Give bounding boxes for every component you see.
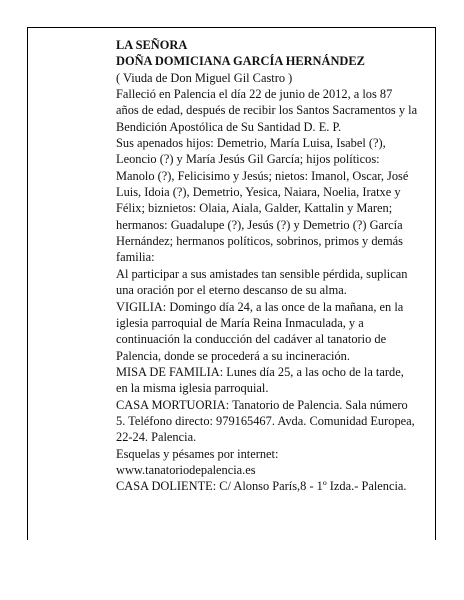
obituary-text — [116, 37, 418, 495]
notice-title: LA SEÑORA — [116, 38, 188, 52]
mass-paragraph: MISA DE FAMILIA: Lunes día 25, a las ocho de la tarde, en la misma iglesia parroquial. — [116, 364, 404, 396]
death-paragraph: Falleció en Palencia el día 22 de junio de 2012, a los 87 años de edad, después de recibir los Santos Sacramentos y la Bendición Apostólica de Su Santidad D. E. P. — [116, 87, 418, 134]
mortuary-paragraph: CASA MORTUORIA: Tanatorio de Palencia. Sala número 5. Teléfono directo: 979165467. Avda. Comunidad Europea, 22-24. Palencia. — [116, 397, 415, 445]
widow-note: ( Viuda de Don Miguel Gil Castro ) — [116, 70, 293, 85]
vigil-paragraph: VIGILIA: Domingo día 24, a las once de la mañana, en la iglesia parroquial de María Reina Inmaculada, y a continuación la conducción del cadáver al tanatorio de Palencia, donde se procederá a su incineración. — [116, 299, 404, 363]
internet-label: Esquelas y pésames por internet: — [116, 446, 279, 461]
family-paragraph: Sus apenados hijos: Demetrio, María Luisa, Isabel (?), Leoncio (?) y María Jesús Gil García; hijos políticos: Manolo (?), Felicisimo y Jesús; nietos: Imanol, Oscar, José Luis, Idoia (?), Demetrio, Yesica, Naiara, Noelia, Iratxe y Félix; biznietos: Olaia, Aiala, Galder, Kattalin y Maren; hermanos: Guadalupe (?), Jesús (?) y Demetrio (?) García Hernández; hermanos políticos, sobrinos, primos y demás familia: — [116, 136, 409, 265]
home-paragraph: CASA DOLIENTE: C/ Alonso París,8 - 1º Izda.- Palencia. — [116, 479, 407, 494]
internet-url: www.tanatoriodepalencia.es — [116, 462, 256, 477]
request-paragraph: Al participar a sus amistades tan sensible pérdida, suplican una oración por el eterno descanso de su alma. — [116, 266, 408, 298]
deceased-name: DOÑA DOMICIANA GARCÍA HERNÁNDEZ — [116, 54, 365, 69]
